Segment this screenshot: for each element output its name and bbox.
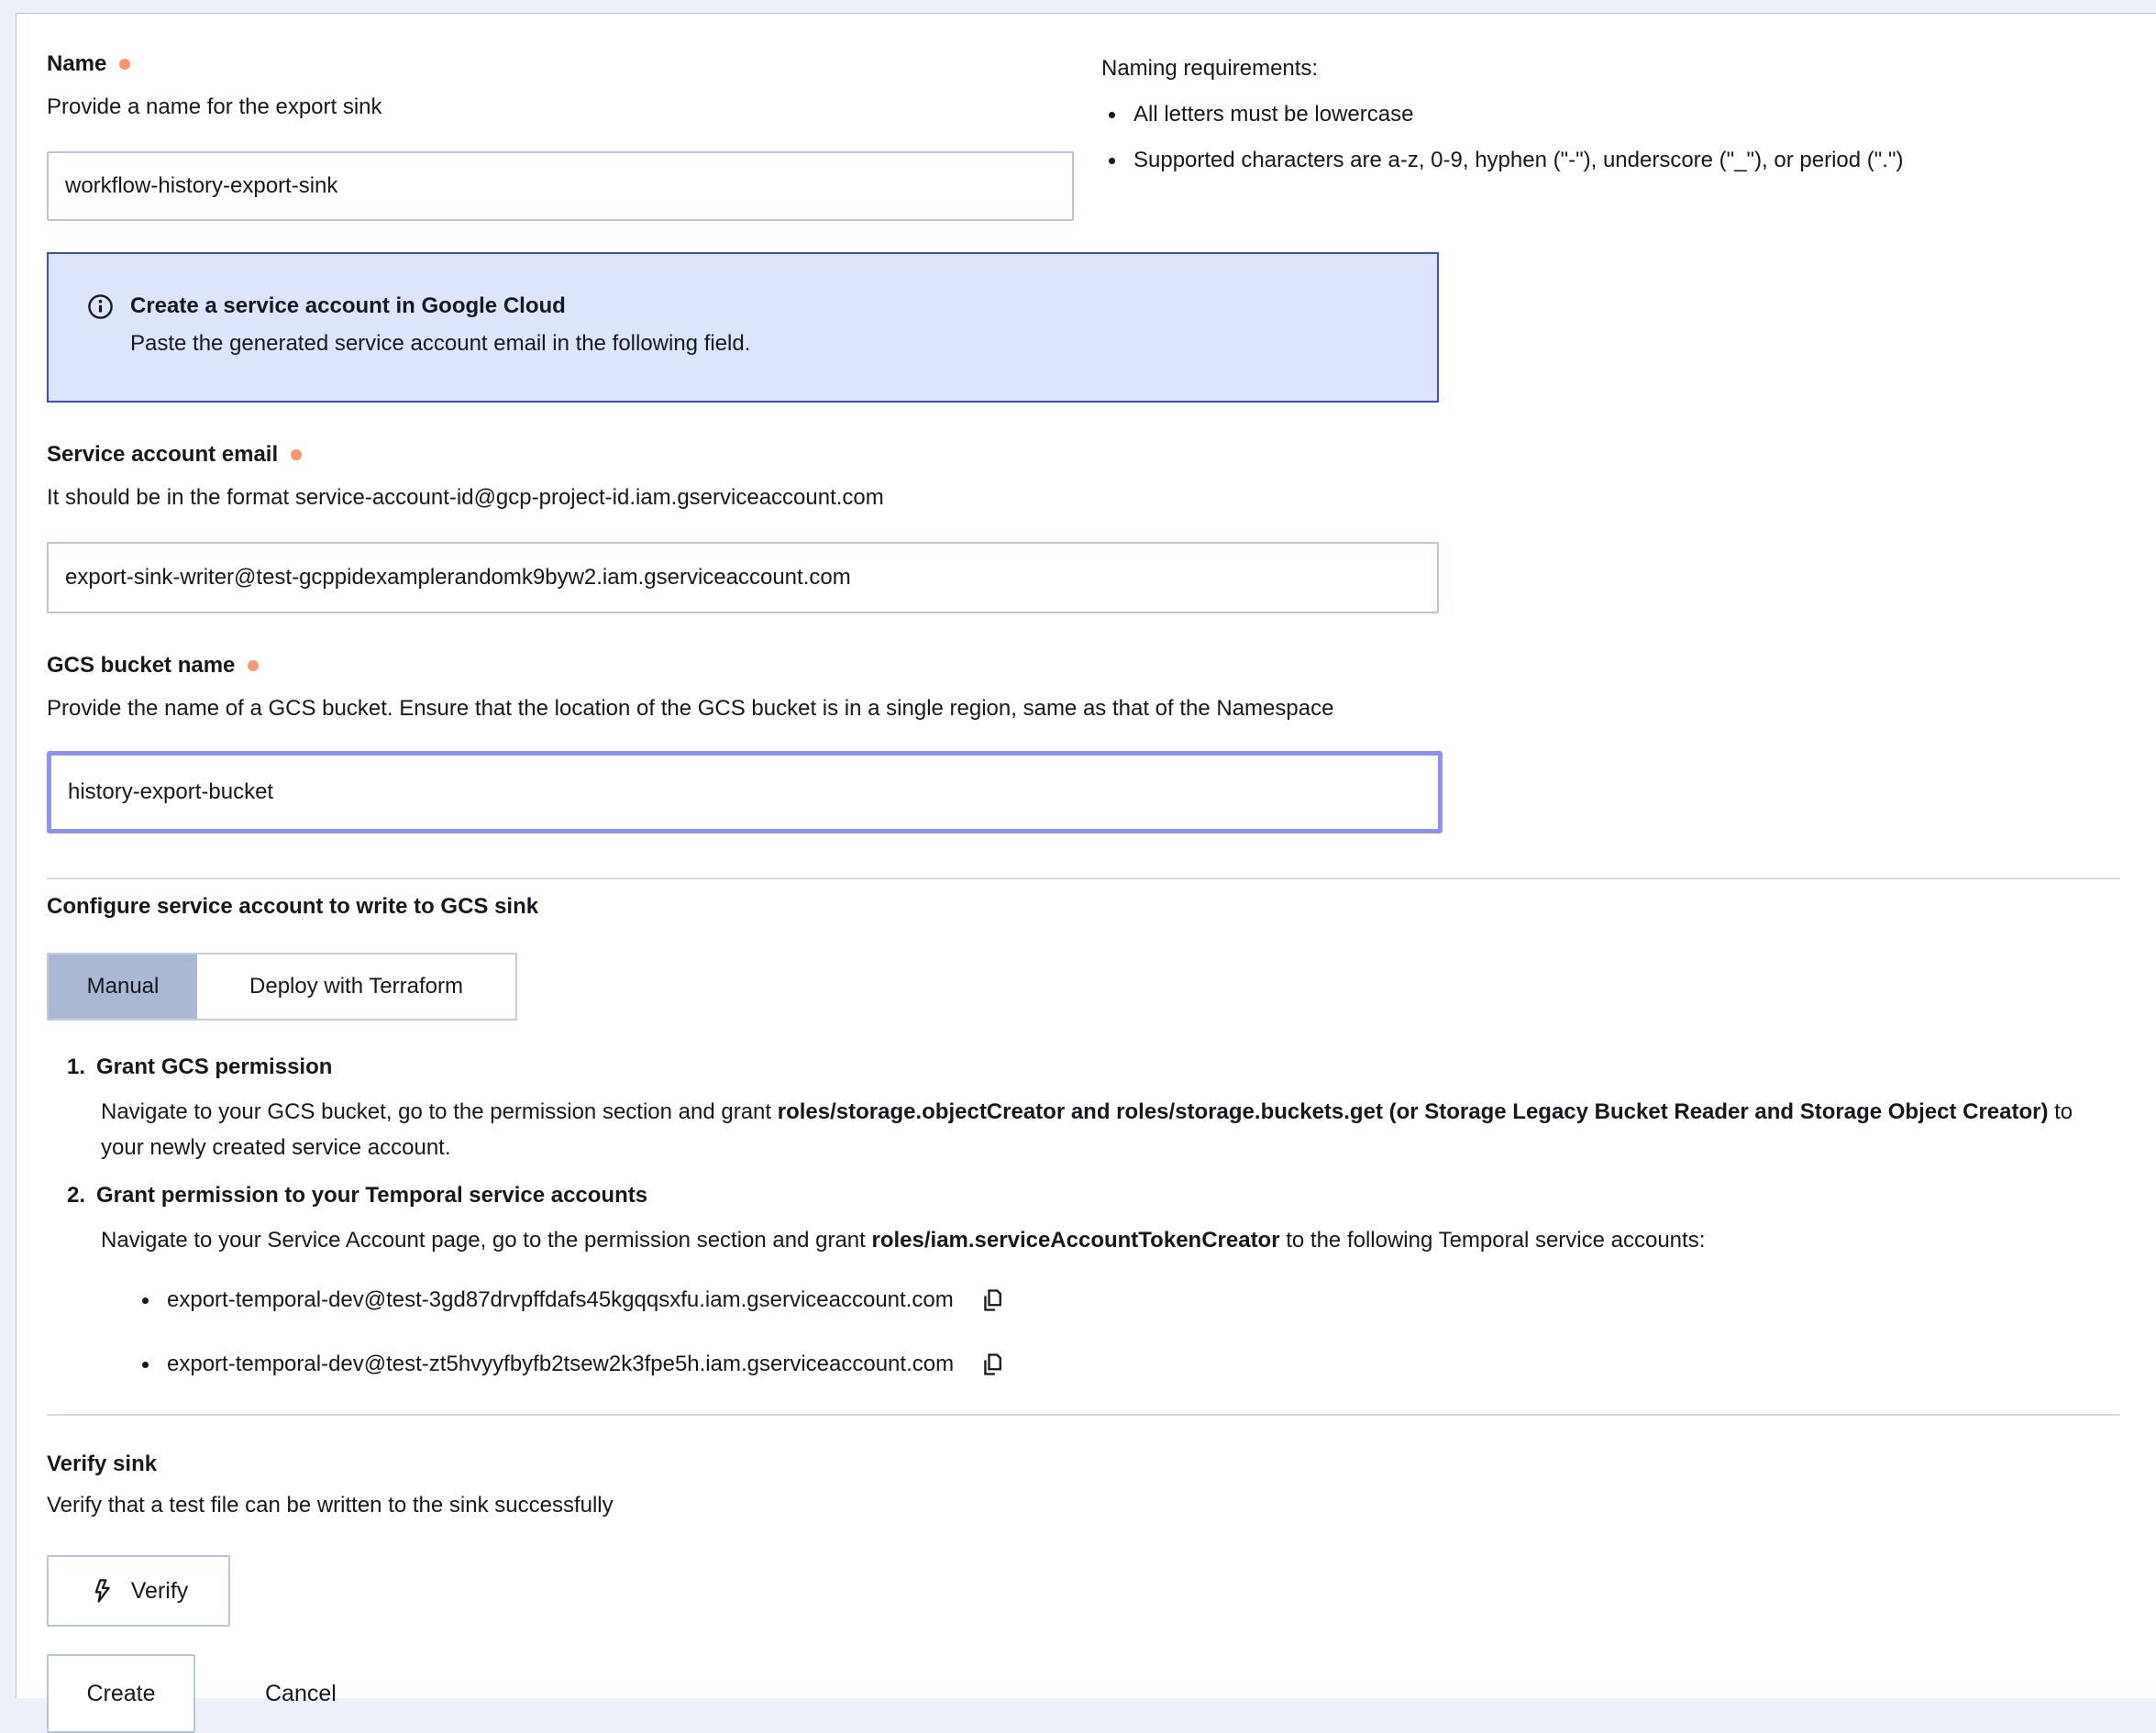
copy-icon <box>979 1352 1005 1377</box>
step-body-bold: roles/iam.serviceAccountTokenCreator <box>871 1228 1280 1253</box>
required-dot <box>248 660 259 671</box>
temporal-service-account-list <box>142 1280 2119 1385</box>
step-body-text: to your newly created service account. <box>101 1099 2073 1160</box>
name-label-row <box>47 50 1074 78</box>
step-body <box>101 1222 2100 1258</box>
step-title-text: Grant GCS permission <box>96 1054 333 1079</box>
section-divider <box>47 1414 2120 1416</box>
verify-button[interactable] <box>47 1555 230 1627</box>
naming-requirements-title: Naming requirements: <box>1101 56 1319 81</box>
step-grant-gcs-permission <box>67 1054 2119 1165</box>
section-divider <box>47 878 2120 879</box>
copy-button[interactable] <box>976 1284 1009 1317</box>
bucket-hint: Provide the name of a GCS bucket. Ensure that the location of the GCS bucket is in a single region, same as that of the Namespace <box>47 696 1334 721</box>
bullet-dot <box>142 1362 149 1368</box>
required-dot <box>291 449 302 460</box>
info-icon <box>87 293 114 320</box>
temporal-service-account-email: export-temporal-dev@test-3gd87drvpffdafs45kgqqsxfu.iam.gserviceaccount.com <box>167 1287 954 1312</box>
tab-manual[interactable]: Manual <box>49 955 197 1019</box>
naming-requirement-text: All letters must be lowercase <box>1133 102 1414 127</box>
bucket-label-row <box>47 652 2119 679</box>
form-actions <box>47 1654 2119 1733</box>
bullet-dot <box>142 1297 149 1304</box>
service-account-email-input[interactable] <box>47 542 1439 613</box>
list-item <box>142 1344 2119 1385</box>
step-number: 1. <box>67 1054 86 1079</box>
list-item <box>1101 98 2119 131</box>
verify-button-label: Verify <box>130 1577 189 1604</box>
info-banner-text <box>130 293 750 358</box>
name-label: Name <box>47 51 107 76</box>
manual-steps <box>47 1054 2119 1385</box>
create-button[interactable]: Create <box>47 1654 195 1733</box>
step-body <box>101 1094 2100 1165</box>
name-input[interactable] <box>47 151 1074 221</box>
service-account-hint: It should be in the format service-account-id@gcp-project-id.iam.gserviceaccount.com <box>47 485 884 510</box>
bullet-dot <box>1109 158 1115 164</box>
info-banner-title: Create a service account in Google Cloud <box>130 293 566 318</box>
name-field-column <box>47 50 1074 221</box>
bucket-label: GCS bucket name <box>47 653 236 678</box>
service-account-label-row <box>47 441 2119 469</box>
step-number: 2. <box>67 1183 86 1208</box>
copy-icon <box>979 1287 1005 1313</box>
configure-section-title: Configure service account to write to GCS sink <box>47 894 539 919</box>
cancel-button[interactable]: Cancel <box>256 1681 346 1707</box>
service-account-label: Service account email <box>47 442 279 467</box>
configure-tabs <box>47 953 517 1021</box>
list-item <box>1101 144 2119 177</box>
name-hint: Provide a name for the export sink <box>47 94 382 119</box>
top-row <box>47 50 2119 221</box>
tab-deploy-with-terraform[interactable]: Deploy with Terraform <box>197 955 515 1019</box>
info-banner <box>47 252 1439 403</box>
naming-requirements <box>1101 50 2119 177</box>
lightning-icon <box>89 1577 116 1605</box>
required-dot <box>119 59 130 70</box>
naming-requirement-text: Supported characters are a-z, 0-9, hyphen ("-"), underscore ("_"), or period (".") <box>1133 148 1904 172</box>
bucket-name-input[interactable] <box>47 751 1443 833</box>
copy-button[interactable] <box>976 1348 1009 1381</box>
info-banner-body: Paste the generated service account email in the following field. <box>130 331 751 356</box>
verify-sink-hint: Verify that a test file can be written to the sink successfully <box>47 1493 614 1518</box>
step-title-text: Grant permission to your Temporal service accounts <box>96 1183 648 1208</box>
step-body-text: to the following Temporal service accounts: <box>1279 1228 1706 1253</box>
step-body-text: Navigate to your Service Account page, go to the permission section and grant <box>101 1228 872 1253</box>
temporal-service-account-email: export-temporal-dev@test-zt5hvyyfbyfb2tsew2k3fpe5h.iam.gserviceaccount.com <box>167 1352 955 1376</box>
export-sink-form <box>16 13 2156 1706</box>
step-title <box>67 1054 2119 1081</box>
step-grant-temporal-permission <box>67 1182 2119 1258</box>
step-title <box>67 1182 2119 1209</box>
list-item <box>142 1280 2119 1320</box>
bullet-dot <box>1109 112 1115 118</box>
naming-requirements-list <box>1101 98 2119 177</box>
verify-sink-title: Verify sink <box>47 1452 158 1476</box>
step-body-text: Navigate to your GCS bucket, go to the permission section and grant <box>101 1099 778 1124</box>
step-body-bold: roles/storage.objectCreator and roles/storage.buckets.get (or Storage Legacy Bucket Reader and Storage Object Creator) <box>777 1099 2049 1124</box>
